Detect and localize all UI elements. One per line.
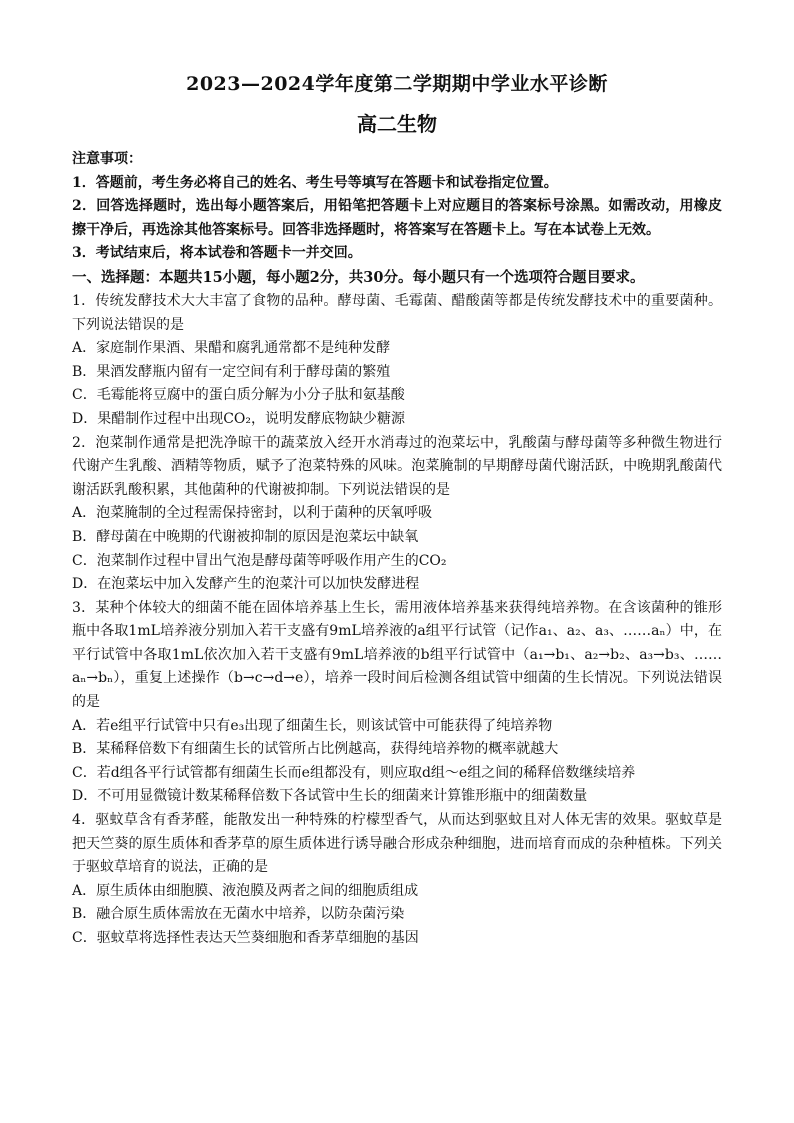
question-stem: 3．某种个体较大的细菌不能在固体培养基上生长，需用液体培养基来获得纯培养物。在含该菌种的锥形瓶中各取1mL培养液分别加入若干支盛有9mL培养液的a组平行试管（记作a₁、a₂、a₃、……aₙ）中，在平行试管中各取1mL依次加入若干支盛有9mL培养液的b组平行试管中（a₁→b₁、a₂→b₂、a₃→b₃、……aₙ→bₙ），重复上述操作（b→c→d→e），培养一段时间后检测各组试管中细菌的生长情况。下列说法错误的是 [72,599,722,711]
question-1 [72,290,722,432]
option-b: B．某稀释倍数下有细菌生长的试管所占比例越高，获得纯培养物的概率就越大 [72,741,559,758]
notice-item-3: 3．考试结束后，将本试卷和答题卡一并交回。 [72,245,362,262]
option-c: C．驱蚊草将选择性表达天竺葵细胞和香茅草细胞的基因 [72,930,419,946]
option-c: C．若d组各平行试管都有细菌生长而e组都没有，则应取d组～e组之间的稀释倍数继续培养 [72,764,636,781]
notice-item-2: 2．回答选择题时，选出每小题答案后，用铅笔把答题卡上对应题目的答案标号涂黑。如需改动，用橡皮擦干净后，再选涂其他答案标号。回答非选择题时，将答案写在答题卡上。写在本试卷上无效。 [72,198,722,238]
notice-heading: 注意事项： [72,151,142,167]
option-a: A．原生质体由细胞膜、液泡膜及两者之间的细胞质组成 [72,882,419,899]
question-4 [72,809,722,951]
question-stem: 1．传统发酵技术大大丰富了食物的品种。酵母菌、毛霉菌、醋酸菌等都是传统发酵技术中的重要菌种。下列说法错误的是 [72,292,722,333]
option-a: A．若e组平行试管中只有e₃出现了细菌生长，则该试管中可能获得了纯培养物 [72,717,553,734]
option-d: D．果醋制作过程中出现CO₂，说明发酵底物缺少糖源 [72,410,406,427]
question-stem: 4．驱蚊草含有香茅醛，能散发出一种特殊的柠檬型香气，从而达到驱蚊且对人体无害的效果。驱蚊草是把天竺葵的原生质体和香茅草的原生质体进行诱导融合形成杂种细胞，进而培育而成的杂种植株。下列关于驱蚊草培育的说法，正确的是 [72,812,722,876]
option-c: C．毛霉能将豆腐中的蛋白质分解为小分子肽和氨基酸 [72,387,405,404]
question-2 [72,432,722,597]
option-b: B．酵母菌在中晚期的代谢被抑制的原因是泡菜坛中缺氧 [72,528,419,545]
option-a: A．家庭制作果酒、果醋和腐乳通常都不是纯种发酵 [72,340,391,357]
question-3 [72,597,722,809]
exam-subject: 高二生物 [357,112,437,136]
option-d: D．不可用显微镜计数某稀释倍数下各试管中生长的细菌来计算锥形瓶中的细菌数量 [72,788,588,805]
notice-item-1: 1．答题前，考生务必将自己的姓名、考生号等填写在答题卡和试卷指定位置。 [72,174,558,191]
section-heading: 一、选择题：本题共15小题，每小题2分，共30分。每小题只有一个选项符合题目要求。 [72,268,645,286]
question-stem: 2．泡菜制作通常是把洗净晾干的蔬菜放入经开水消毒过的泡菜坛中，乳酸菌与酵母菌等多种微生物进行代谢产生乳酸、酒精等物质，赋予了泡菜特殊的风味。泡菜腌制的早期酵母菌代谢活跃，中晚期乳酸菌代谢活跃乳酸积累，其他菌种的代谢被抑制。下列说法错误的是 [72,434,722,498]
notice-block [72,148,722,266]
option-d: D．在泡菜坛中加入发酵产生的泡菜汁可以加快发酵进程 [72,576,420,593]
option-b: B．果酒发酵瓶内留有一定空间有利于酵母菌的繁殖 [72,363,391,380]
exam-title: 2023—2024学年度第二学期期中学业水平诊断 [186,73,608,95]
option-c: C．泡菜制作过程中冒出气泡是酵母菌等呼吸作用产生的CO₂ [72,552,447,569]
option-a: A．泡菜腌制的全过程需保持密封，以利于菌种的厌氧呼吸 [72,505,433,522]
option-b: B．融合原生质体需放在无菌水中培养，以防杂菌污染 [72,906,405,923]
